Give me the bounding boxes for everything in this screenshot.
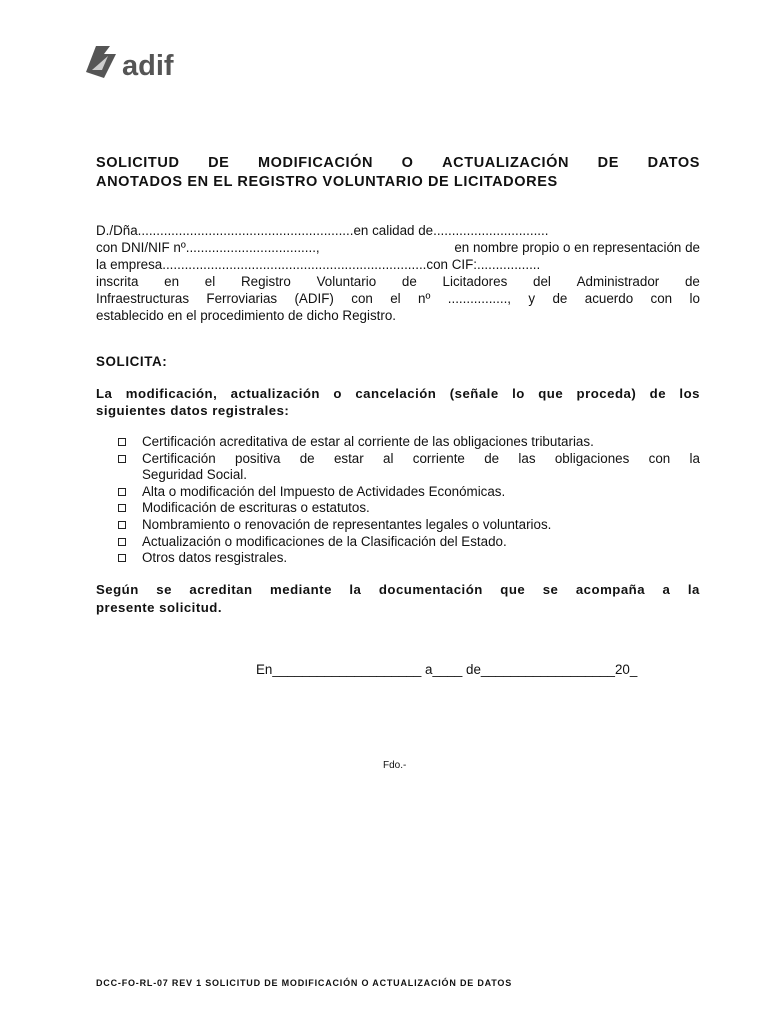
word: el: [204, 274, 216, 289]
option-label: Otros datos resgistrales.: [142, 550, 288, 566]
options-list: [118, 434, 700, 567]
word: (señale: [449, 386, 499, 401]
signature-label: Fdo.-: [383, 760, 407, 771]
word: o: [333, 386, 342, 401]
solicita-heading: SOLICITA:: [96, 354, 168, 369]
word: positiva: [235, 450, 281, 466]
word: Licitadores: [442, 274, 508, 289]
word: ................,: [447, 291, 512, 306]
word: acreditan: [189, 582, 253, 597]
word: inscrita: [96, 274, 139, 289]
word: DE: [597, 155, 620, 171]
word: Registro: [240, 274, 291, 289]
declaration-line-4: [96, 273, 700, 290]
option-label: Actualización o modificaciones de la Clasificación del Estado.: [142, 533, 507, 549]
checkbox-icon[interactable]: [118, 554, 126, 562]
word: documentación: [378, 582, 483, 597]
word: Según: [96, 582, 139, 597]
adif-logo-mark: [82, 42, 222, 82]
request-intro: [96, 385, 700, 419]
word: de: [299, 450, 315, 466]
word: lo: [512, 386, 525, 401]
checkbox-icon[interactable]: [118, 504, 126, 512]
option-label-line-2: Seguridad Social.: [142, 467, 247, 483]
word: de: [484, 450, 500, 466]
word: obligaciones: [554, 450, 630, 466]
word: y: [528, 291, 536, 306]
word: O: [401, 155, 414, 171]
word: se: [156, 582, 172, 597]
option-clasificacion[interactable]: [118, 534, 700, 551]
closing-line-2: presente solicitud.: [96, 600, 223, 615]
word: D./Dña..........................................................en calidad de...............................: [96, 223, 549, 238]
closing-statement: [96, 581, 700, 617]
option-seguridad-social[interactable]: [118, 451, 700, 484]
word: corriente: [412, 450, 465, 466]
word: en nombre propio o en representación de: [454, 240, 700, 255]
word: estar: [333, 450, 364, 466]
word: ACTUALIZACIÓN: [442, 155, 570, 171]
option-label: Alta o modificación del Impuesto de Actividades Económicas.: [142, 483, 506, 499]
word: de: [401, 274, 417, 289]
word: (ADIF): [294, 291, 334, 306]
word: la: [687, 582, 700, 597]
word: proceda): [576, 386, 637, 401]
word: Ferroviarias: [206, 291, 278, 306]
word: al: [383, 450, 394, 466]
checkbox-icon[interactable]: [118, 488, 126, 496]
word: La: [96, 386, 113, 401]
option-label: Certificación acreditativa de estar al corriente de las obligaciones tributarias.: [142, 434, 594, 449]
checkbox-icon[interactable]: [118, 438, 126, 446]
declaration-line-3: [96, 256, 700, 273]
word: MODIFICACIÓN: [257, 155, 374, 171]
option-label-line-1: [142, 451, 700, 468]
word: los: [679, 386, 700, 401]
word: se: [542, 582, 559, 597]
word: con: [648, 450, 671, 466]
declaration-line-1: [96, 222, 700, 239]
word: de: [684, 274, 700, 289]
word: de: [649, 386, 667, 401]
word: la empresa.......................................................................con CIF:.................: [96, 257, 541, 272]
declaration-line-6: establecido en el procedimiento de dicho Registro.: [96, 308, 396, 323]
word: cancelación: [355, 386, 437, 401]
title-line-2: ANOTADOS EN EL REGISTRO VOLUNTARIO DE LICITADORES: [96, 174, 558, 190]
declaration-paragraph: [96, 222, 700, 324]
option-tributarias[interactable]: [118, 434, 700, 451]
word: que: [538, 386, 564, 401]
option-label: Modificación de escrituras o estatutos.: [142, 500, 370, 516]
intro-line-1: [96, 385, 700, 402]
closing-line-1: [96, 581, 700, 599]
word: Administrador: [576, 274, 660, 289]
word: DE: [208, 155, 230, 171]
word: que: [500, 582, 526, 597]
option-otros[interactable]: [118, 550, 700, 567]
word: acuerdo: [584, 291, 634, 306]
word: del: [533, 274, 551, 289]
word: en: [164, 274, 180, 289]
word: con: [650, 291, 673, 306]
intro-line-2: siguientes datos registrales:: [96, 403, 290, 418]
word: con DNI/NIF nº...................................,: [96, 240, 320, 255]
document-title: [96, 154, 700, 192]
word: a: [662, 582, 671, 597]
word: Infraestructuras: [96, 291, 190, 306]
checkbox-icon[interactable]: [118, 455, 126, 463]
checkbox-icon[interactable]: [118, 521, 126, 529]
option-escrituras[interactable]: [118, 500, 700, 517]
checkbox-icon[interactable]: [118, 538, 126, 546]
word: la: [349, 582, 362, 597]
word: Voluntario: [316, 274, 377, 289]
adif-logo: [82, 42, 222, 82]
word: actualización: [230, 386, 320, 401]
word: SOLICITUD: [96, 155, 180, 171]
word: Certificación: [142, 450, 216, 466]
word: DATOS: [647, 155, 700, 171]
declaration-line-2: [96, 239, 700, 256]
word: lo: [689, 291, 700, 306]
option-label: Nombramiento o renovación de representantes legales o voluntarios.: [142, 516, 552, 532]
declaration-line-5: [96, 290, 700, 307]
title-line-1: [96, 154, 700, 173]
word: con: [351, 291, 373, 306]
logo-wordmark: adif: [122, 50, 174, 82]
word: el: [390, 291, 401, 306]
word: acompaña: [575, 582, 646, 597]
option-iae[interactable]: [118, 484, 700, 501]
document-footer: DCC-FO-RL-07 REV 1 SOLICITUD DE MODIFICACIÓN O ACTUALIZACIÓN DE DATOS: [96, 978, 513, 988]
word: nº: [418, 291, 431, 306]
word: modificación,: [125, 386, 218, 401]
word: las: [518, 450, 536, 466]
word: de: [552, 291, 568, 306]
option-representantes[interactable]: [118, 517, 700, 534]
place-date-field[interactable]: En____________________ a____ de__________________20_: [256, 662, 638, 677]
word: la: [689, 450, 700, 466]
word: mediante: [270, 582, 332, 597]
